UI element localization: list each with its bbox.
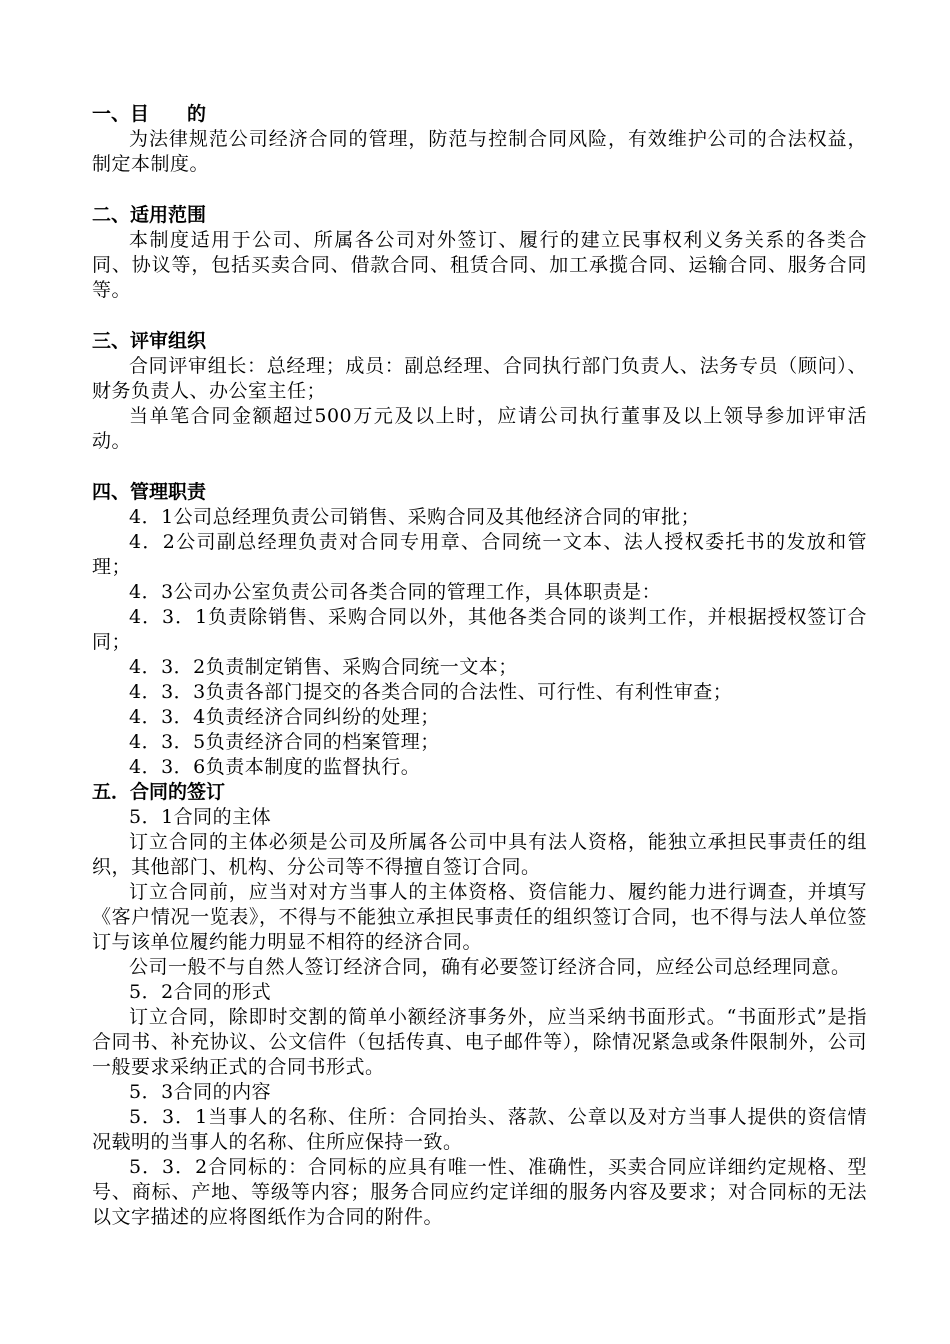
section-heading: 一、目 的 (92, 103, 207, 125)
paragraph: 为法律规范公司经济合同的管理，防范与控制合同风险，有效维护公司的合法权益，制定本制度。 (92, 128, 867, 175)
section-scope (92, 203, 867, 303)
paragraph: 4．3公司办公室负责公司各类合同的管理工作，具体职责是： (129, 581, 662, 603)
paragraph: 合同评审组长：总经理；成员：副总经理、合同执行部门负责人、法务专员（顾问）、财务负责人、办公室主任； (92, 355, 867, 402)
section-purpose (92, 102, 867, 177)
paragraph: 订立合同前，应当对对方当事人的主体资格、资信能力、履约能力进行调查，并填写《客户情况一览表》，不得与不能独立承担民事责任的组织签订合同，也不得与法人单位签订与该单位履约能力明显不相符的经济合同。 (92, 881, 867, 953)
paragraph: 4．3．3负责各部门提交的各类合同的合法性、可行性、有利性审查； (129, 681, 733, 703)
section-heading: 二、适用范围 (92, 204, 207, 226)
paragraph: 5．3合同的内容 (129, 1081, 272, 1103)
paragraph: 公司一般不与自然人签订经济合同，确有必要签订经济合同，应经公司总经理同意。 (129, 956, 851, 978)
paragraph: 4．1公司总经理负责公司销售、采购合同及其他经济合同的审批； (129, 506, 701, 528)
section-heading: 四、管理职责 (92, 481, 207, 503)
paragraph: 5．1合同的主体 (129, 806, 272, 828)
paragraph: 5．2合同的形式 (129, 981, 272, 1003)
paragraph: 本制度适用于公司、所属各公司对外签订、履行的建立民事权利义务关系的各类合同、协议等，包括买卖合同、借款合同、租赁合同、加工承揽合同、运输合同、服务合同等。 (92, 229, 867, 301)
paragraph: 5．3．2合同标的：合同标的应具有唯一性、准确性，买卖合同应详细约定规格、型号、商标、产地、等级等内容；服务合同应约定详细的服务内容及要求；对合同标的无法以文字描述的应将图纸作为合同的附件。 (92, 1156, 867, 1228)
paragraph: 5．3．1当事人的名称、住所：合同抬头、落款、公章以及对方当事人提供的资信情况载明的当事人的名称、住所应保持一致。 (92, 1106, 867, 1153)
paragraph: 4．3．6负责本制度的监督执行。 (129, 756, 421, 778)
paragraph: 订立合同，除即时交割的简单小额经济事务外，应当采纳书面形式。“书面形式”是指合同书、补充协议、公文信件（包括传真、电子邮件等），除情况紧急或条件限制外，公司一般要求采纳正式的合同书形式。 (92, 1006, 867, 1078)
paragraph: 当单笔合同金额超过500万元及以上时，应请公司执行董事及以上领导参加评审活动。 (92, 405, 867, 452)
paragraph: 4．2公司副总经理负责对合同专用章、合同统一文本、法人授权委托书的发放和管理； (92, 531, 867, 578)
paragraph: 订立合同的主体必须是公司及所属各公司中具有法人资格，能独立承担民事责任的组织，其他部门、机构、分公司等不得擅自签订合同。 (92, 831, 867, 878)
paragraph: 4．3．1负责除销售、采购合同以外，其他各类合同的谈判工作，并根据授权签订合同； (92, 606, 867, 653)
paragraph: 4．3．2负责制定销售、采购合同统一文本； (129, 656, 518, 678)
document-page (92, 102, 867, 1230)
section-contract-signing (92, 780, 867, 1230)
paragraph: 4．3．5负责经济合同的档案管理； (129, 731, 440, 753)
section-heading: 三、评审组织 (92, 330, 207, 352)
section-review-organization (92, 329, 867, 454)
section-management-duties (92, 480, 867, 780)
section-heading: 五．合同的签订 (92, 781, 226, 803)
paragraph: 4．3．4负责经济合同纠纷的处理； (129, 706, 440, 728)
